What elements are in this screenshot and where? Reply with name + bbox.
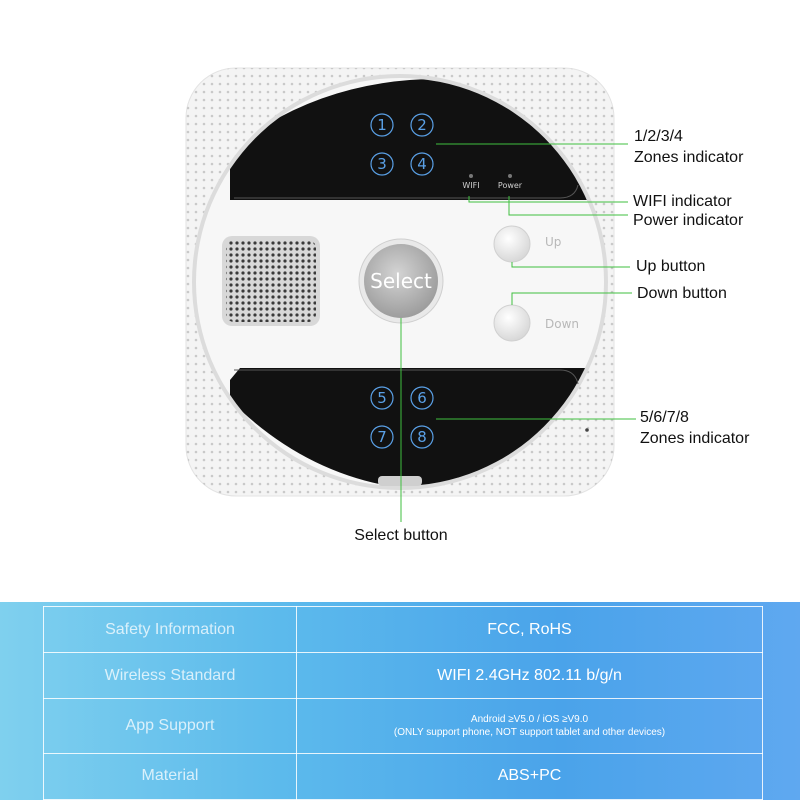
spec-value-app (297, 699, 763, 754)
spec-row-material (44, 753, 763, 799)
select-button[interactable] (359, 239, 443, 323)
up-button[interactable] (494, 226, 530, 262)
spec-value-material: ABS+PC (297, 753, 763, 799)
spec-row-app (44, 699, 763, 754)
bottom-nub (378, 476, 422, 486)
power-led-label: Power (497, 181, 523, 190)
spec-label-wireless: Wireless Standard (44, 653, 297, 699)
zone-4-label: 4 (417, 155, 427, 173)
zone-2-label: 2 (417, 116, 427, 134)
callout-power-indicator: Power indicator (633, 212, 744, 229)
spec-value-app-line2: (ONLY support phone, NOT support tablet and other devices) (393, 727, 666, 738)
callout-zones-5678-line2: Zones indicator (640, 430, 750, 447)
zone-8-label: 8 (417, 428, 427, 446)
spec-value-safety: FCC, RoHS (297, 607, 763, 653)
callout-select-button: Select button (354, 527, 448, 544)
spec-value-app-line1: Android ≥V5.0 / iOS ≥V9.0 (470, 714, 589, 725)
speaker-grille (226, 240, 316, 322)
zone-5-label: 5 (377, 389, 387, 407)
callout-zones-1234-line1: 1/2/3/4 (634, 128, 683, 145)
spec-row-safety (44, 607, 763, 653)
zone-7-label: 7 (377, 428, 387, 446)
callout-down-button: Down button (637, 285, 727, 302)
spec-table (43, 606, 763, 800)
zone-3-label: 3 (377, 155, 387, 173)
callout-wifi-indicator: WIFI indicator (633, 193, 732, 210)
spec-label-safety: Safety Information (44, 607, 297, 653)
mic-hole (585, 428, 589, 432)
power-led (508, 174, 512, 178)
down-button[interactable] (494, 305, 530, 341)
select-button-label: Select (370, 269, 432, 293)
callout-zones-5678-line1: 5/6/7/8 (640, 409, 689, 426)
wifi-led (469, 174, 473, 178)
up-button-label: Up (545, 235, 562, 249)
callout-zones-1234-line2: Zones indicator (634, 149, 744, 166)
spec-label-material: Material (44, 753, 297, 799)
wifi-led-label: WIFI (462, 181, 480, 190)
zone-1-label: 1 (377, 116, 387, 134)
spec-value-wireless: WIFI 2.4GHz 802.11 b/g/n (297, 653, 763, 699)
spec-row-wireless (44, 653, 763, 699)
callout-up-button: Up button (636, 258, 706, 275)
zone-6-label: 6 (417, 389, 427, 407)
spec-panel (0, 602, 800, 800)
spec-label-app: App Support (44, 699, 297, 754)
down-button-label: Down (545, 317, 580, 331)
